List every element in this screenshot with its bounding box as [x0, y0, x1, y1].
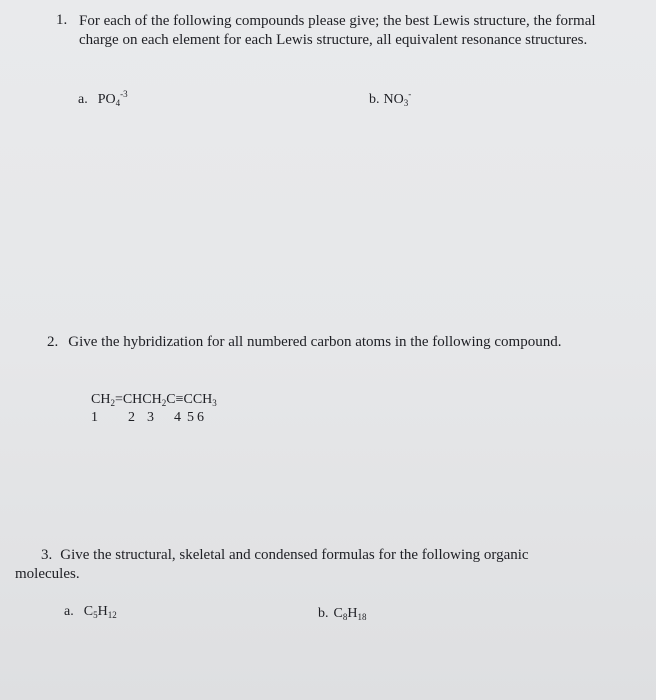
compound-part: CH	[91, 392, 111, 407]
carbon-number: 5	[187, 410, 194, 425]
carbon-number: 4	[174, 410, 181, 425]
formula-subscript: 3	[403, 98, 409, 108]
compound-part: =CHCH	[114, 392, 162, 407]
formula-subscript: 5	[93, 610, 98, 620]
compound-part: CCH	[183, 392, 213, 407]
carbon-number: 3	[147, 410, 154, 425]
formula-element: C	[333, 606, 343, 621]
question-2	[47, 334, 561, 351]
question-3b-label: b.	[318, 606, 329, 621]
formula-subscript: 12	[107, 610, 117, 620]
formula-element: C	[83, 604, 94, 619]
question-3b-formula	[318, 606, 366, 622]
carbon-number: 6	[197, 410, 204, 425]
carbon-number: 2	[128, 410, 135, 425]
question-3a-formula	[64, 604, 117, 620]
question-3a-label: a.	[64, 604, 74, 619]
question-2-text: Give the hybridization for all numbered carbon atoms in the following compound.	[68, 334, 562, 350]
question-1-text: For each of the following compounds please give; the best Lewis structure, the formal charge on each element for each Lewis structure, all equivalent resonance structures.	[79, 13, 596, 48]
question-1-number: 1.	[56, 12, 68, 28]
compound-formula	[91, 392, 217, 408]
formula-charge: -	[408, 89, 412, 99]
compound-subscript: 2	[110, 398, 115, 408]
formula-base: NO	[383, 92, 404, 107]
formula-base: PO	[97, 92, 116, 107]
compound-subscript: 3	[212, 398, 217, 408]
question-1b-formula	[369, 89, 411, 108]
question-3-line-1	[41, 547, 529, 564]
question-1a-formula	[78, 89, 128, 108]
triple-bond: ≡	[175, 392, 184, 407]
question-3-number: 3.	[41, 547, 53, 563]
question-1a-label: a.	[78, 92, 88, 107]
formula-element: H	[97, 604, 108, 619]
question-1b-label: b.	[369, 92, 380, 107]
question-3-text: Give the structural, skeletal and condensed formulas for the following organic	[60, 547, 529, 563]
formula-subscript: 18	[357, 612, 367, 622]
formula-element: H	[347, 606, 358, 621]
formula-subscript: 4	[115, 98, 121, 108]
question-3-line-2: molecules.	[15, 566, 80, 582]
question-2-number: 2.	[47, 334, 59, 350]
formula-subscript: 8	[342, 612, 348, 622]
carbon-numbering	[91, 410, 204, 426]
carbon-number: 1	[91, 410, 98, 425]
compound-part: C	[166, 392, 176, 407]
compound-subscript: 2	[161, 398, 167, 408]
formula-charge: -3	[120, 89, 128, 99]
